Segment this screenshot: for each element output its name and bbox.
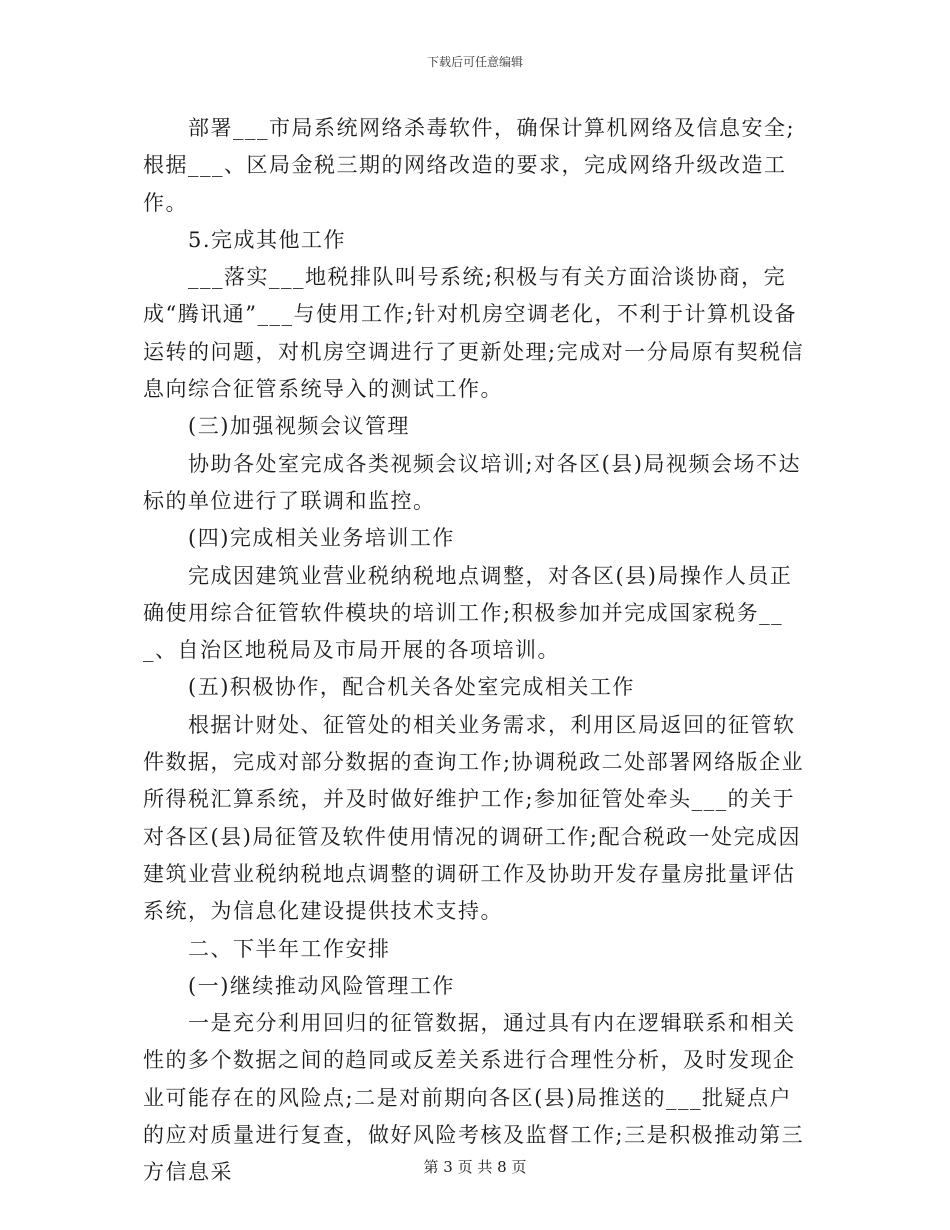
paragraph: ___落实___地税排队叫号系统;积极与有关方面洽谈协商，完成“腾讯通”___与使用工作;针对机房空调老化，不利于计算机设备运转的问题，对机房空调进行了更新处理;完成对一分局原有契税信息向综合征管系统导入的测试工作。 [143, 265, 805, 402]
paragraph: 一是充分利用回归的征管数据，通过具有内在逻辑联系和相关性的多个数据之间的趋同或反差关系进行合理性分析，及时发现企业可能存在的风险点;二是对前期向各区(县)局推送的___批疑点户的应对质量进行复查，做好风险考核及监督工作;三是积极推动第三方信息采 [143, 1011, 805, 1185]
section-heading: (三)加强视频会议管理 [188, 414, 410, 439]
section-heading: (一)继续推动风险管理工作 [188, 973, 455, 998]
page-header: 下载后可任意编辑 [426, 55, 523, 69]
paragraph: 协助各处室完成各类视频会议培训;对各区(县)局视频会场不达标的单位进行了联调和监控。 [143, 451, 801, 513]
section-heading: 5.完成其他工作 [188, 227, 347, 252]
section-heading: 二、下半年工作安排 [188, 936, 391, 961]
document-body [143, 110, 811, 1192]
paragraph: 根据计财处、征管处的相关业务需求，利用区局返回的征管软件数据，完成对部分数据的查询工作;协调税政二处部署网络版企业所得税汇算系统，并及时做好维护工作;参加征管处牵头___的关于对各区(县)局征管及软件使用情况的调研工作;配合税政一处完成因建筑业营业税纳税地点调整的调研工作及协助开发存量房批量评估系统，为信息化建设提供技术支持。 [143, 712, 805, 924]
page-number: 第 3 页 共 8 页 [423, 1158, 527, 1176]
section-heading: (四)完成相关业务培训工作 [188, 526, 455, 551]
paragraph: 完成因建筑业营业税纳税地点调整，对各区(县)局操作人员正确使用综合征管软件模块的培训工作;积极参加并完成国家税务___、自治区地税局及市局开展的各项培训。 [143, 563, 793, 663]
section-heading: (五)积极协作，配合机关各处室完成相关工作 [188, 675, 635, 700]
paragraph: 部署___市局系统网络杀毒软件，确保计算机网络及信息安全;根据___、区局金税三期的网络改造的要求，完成网络升级改造工作。 [143, 116, 796, 215]
